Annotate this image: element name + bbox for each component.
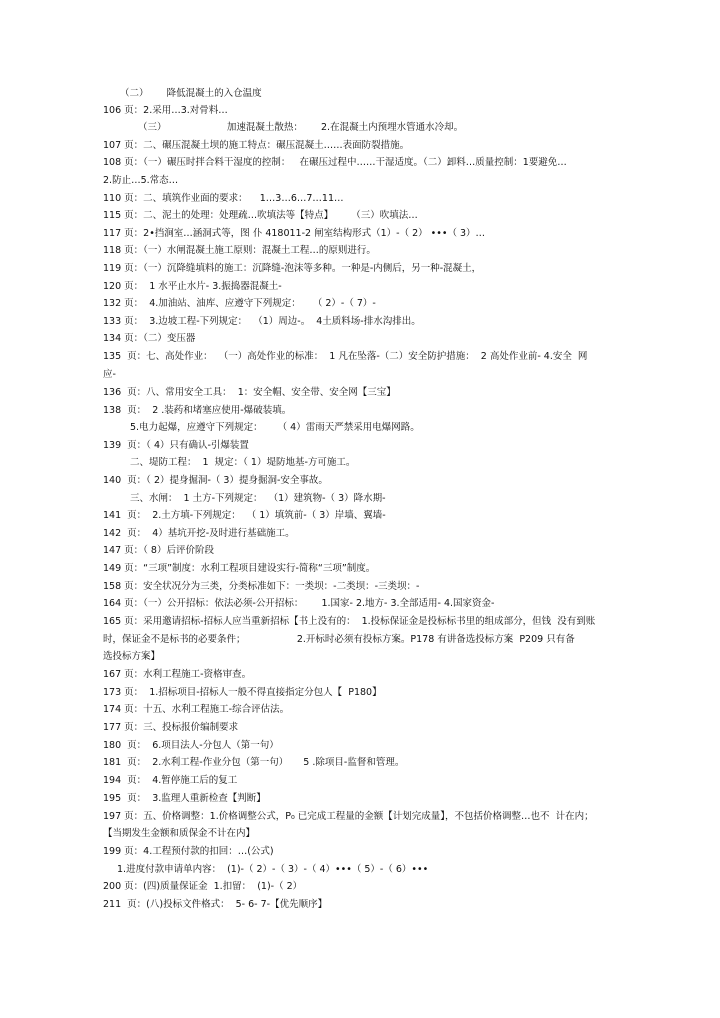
text-line: 174 页：十五、水利工程施工-综合评估法。 xyxy=(103,704,290,715)
text-line: 141 页： 2.土方填-下列规定： （ 1）填筑前-（ 3）岸墙、翼墙- xyxy=(103,510,386,521)
text-line: 167 页：水利工程施工-资格审查。 xyxy=(103,669,252,680)
text-line: 140 页：（ 2）提身掘洞-（ 3）提身掘洞-安全事故。 xyxy=(103,475,328,486)
text-line: 117 页：2•挡涧室…涵洞式等，图 仆 418011-2 闸室结构形式（1）-（ 2） •••（ 3）… xyxy=(103,228,486,239)
text-line: 135 页：七、高处作业： （一）高处作业的标准： 1 凡在坠落-（二）安全防护措施： 2 高处作业前- 4.安全 网 xyxy=(103,351,588,362)
text-line: 【当期发生金额和质保金不计在内】 xyxy=(103,828,256,839)
text-line: 158 页：安全状况分为三类，分类标准如下：一类坝：-二类坝：-三类坝：- xyxy=(103,581,420,592)
text-line: （三） 加速混凝土散热： 2.在混凝土内预埋水管通水冷却。 xyxy=(138,122,464,133)
text-line: 142 页： 4）基坑开挖-及时进行基础施工。 xyxy=(103,528,295,539)
text-line: 134 页：（二）变压器 xyxy=(103,333,196,344)
text-line: 164 页：（一）公开招标：依法必须-公开招标： 1.国家- 2.地方- 3.全部适用- 4.国家资金- xyxy=(103,598,495,609)
text-line: 173 页： 1.招标项目-招标人一般不得直接指定分包人【 P180】 xyxy=(103,687,382,698)
text-line: 165 页：采用邀请招标-招标人应当重新招标【书上没有的： 1.投标保证金是投标标书里的组成部分，但钱 没有到账 xyxy=(103,616,596,627)
text-line: 195 页： 3.监理人重新检查【判断】 xyxy=(103,793,266,804)
text-line: 120 页： 1 水平止水片- 3.振捣器混凝土- xyxy=(103,281,282,292)
text-line: 118 页：（一）水闸混凝土施工原则：混凝土工程…的原则进行。 xyxy=(103,245,376,256)
text-line: 132 页： 4.加油站、油库、应遵守下列规定： （ 2）-（ 7）- xyxy=(103,298,376,309)
text-line: 2.防止…5.常态… xyxy=(103,175,179,186)
text-line: 5.电力起爆，应遵守下列规定： （ 4）雷雨天严禁采用电爆网路。 xyxy=(130,422,420,433)
text-line: 197 页：五、价格调整：1.价格调整公式，P₀ 已完成工程量的金额【计划完成量】，不包括价格调整…也不 计在内； xyxy=(103,811,594,822)
text-line: 194 页： 4.暂停施工后的复工 xyxy=(103,775,238,786)
text-line: 108 页：（一）碾压时拌合料干湿度的控制： 在碾压过程中……干湿适度。（二）卸料…质量控制：1要避免… xyxy=(103,157,567,168)
text-line: 181 页： 2.水利工程-作业分包（第一句） 5 .除项目-监督和管理。 xyxy=(103,757,405,768)
text-line: （二） 降低混凝土的入仓温度 xyxy=(120,88,262,99)
text-line: 180 页： 6.项目法人-分包人（第一句） xyxy=(103,740,279,751)
text-line: 应- xyxy=(103,369,116,380)
text-line: 1.进度付款申请单内容： (1)-（ 2）-（ 3）-（ 4）•••（ 5）-（ 6）••• xyxy=(117,864,429,875)
text-line: 107 页：二、碾压混凝土坝的施工特点：碾压混凝土……表面防裂措施。 xyxy=(103,140,410,151)
text-line: 选投标方案】 xyxy=(103,651,161,662)
text-line: 199 页：4.工程预付款的扣回：…(公式) xyxy=(103,846,274,857)
text-line: 三、水闸： 1 土方-下列规定： （1）建筑物-（ 3）降水期- xyxy=(130,493,386,504)
text-line: 149 页：“三项”制度：水利工程项目建设实行-简称“三项”制度。 xyxy=(103,563,376,574)
text-line: 119 页：（一）沉降缝填料的施工：沉降缝-泡沫等多种。一种是-内侧后，另一种-混凝土， xyxy=(103,263,482,274)
text-line: 133 页： 3.边坡工程-下列规定： （1）周边-。 4土质料场-排水沟排出。 xyxy=(103,316,421,327)
text-line: 时，保证金不是标书的必要条件； 2.开标时必须有投标方案。P178 有讲备选投标方案 P209 只有备 xyxy=(103,634,575,645)
text-line: 211 页：(八)投标文件格式： 5- 6- 7-【优先顺序】 xyxy=(103,899,328,910)
text-line: 177 页：三、投标报价编制要求 xyxy=(103,722,239,733)
text-line: 200 页：(四)质量保证金 1.扣留： (1)-（ 2） xyxy=(103,881,303,892)
text-line: 147 页：（ 8）后评价阶段 xyxy=(103,545,214,556)
text-line: 106 页：2.采用…3.对骨料… xyxy=(103,105,228,116)
text-line: 二、堤防工程： 1 规定：（ 1）堤防地基-方可施工。 xyxy=(130,457,356,468)
text-line: 115 页：二、泥土的处理：处理疏…吹填法等【特点】 （三）吹填法… xyxy=(103,210,418,221)
text-line: 138 页： 2 .装药和堵塞应使用-爆破装填。 xyxy=(103,405,292,416)
text-line: 139 页：（ 4）只有确认-引爆装置 xyxy=(103,440,249,451)
text-line: 136 页：八、常用安全工具： 1：安全帽、安全带、安全网【三宝】 xyxy=(103,387,396,398)
text-line: 110 页：二、填筑作业面的要求： 1…3…6…7…11… xyxy=(103,193,344,204)
